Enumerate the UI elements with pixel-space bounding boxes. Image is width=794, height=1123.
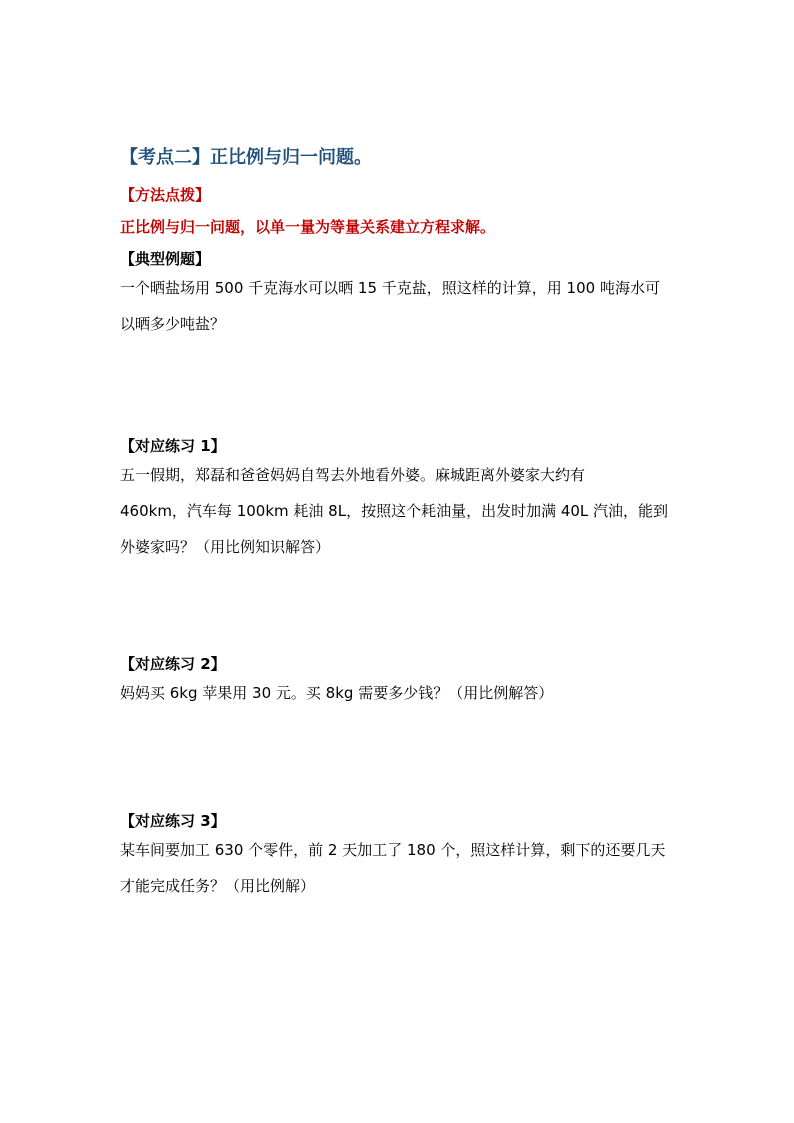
example-question-line: 一个晒盐场用 500 千克海水可以晒 15 千克盐，照这样的计算，用 100 吨海水可	[120, 279, 660, 297]
method-text: 正比例与归一问题，以单一量为等量关系建立方程求解。	[120, 218, 496, 236]
exercise-3-line: 某车间要加工 630 个零件，前 2 天加工了 180 个，照这样计算，剩下的还要几天	[120, 841, 666, 859]
exercise-3-line: 才能完成任务？（用比例解）	[120, 877, 316, 895]
exercise-1-line: 外婆家吗？（用比例知识解答）	[120, 538, 331, 556]
exercise-1-label: 【对应练习 1】	[120, 437, 226, 455]
exercise-2-label: 【对应练习 2】	[120, 655, 226, 673]
exercise-3-label: 【对应练习 3】	[120, 812, 226, 830]
exercise-1-question	[120, 457, 690, 565]
method-label: 【方法点拨】	[120, 186, 211, 204]
example-question-line: 以晒多少吨盐？	[120, 315, 226, 333]
section-title: 【考点二】正比例与归一问题。	[120, 147, 372, 168]
exercise-3-question	[120, 832, 690, 904]
exercise-2-line: 妈妈买 6kg 苹果用 30 元。买 8kg 需要多少钱？（用比例解答）	[120, 684, 554, 702]
exercise-2-question	[120, 675, 690, 711]
example-label: 【典型例题】	[120, 250, 211, 268]
example-question	[120, 270, 690, 342]
exercise-1-line: 460km，汽车每 100km 耗油 8L，按照这个耗油量，出发时加满 40L 汽油，能到	[120, 502, 669, 520]
exercise-1-line: 五一假期，郑磊和爸爸妈妈自驾去外地看外婆。麻城距离外婆家大约有	[120, 466, 586, 484]
